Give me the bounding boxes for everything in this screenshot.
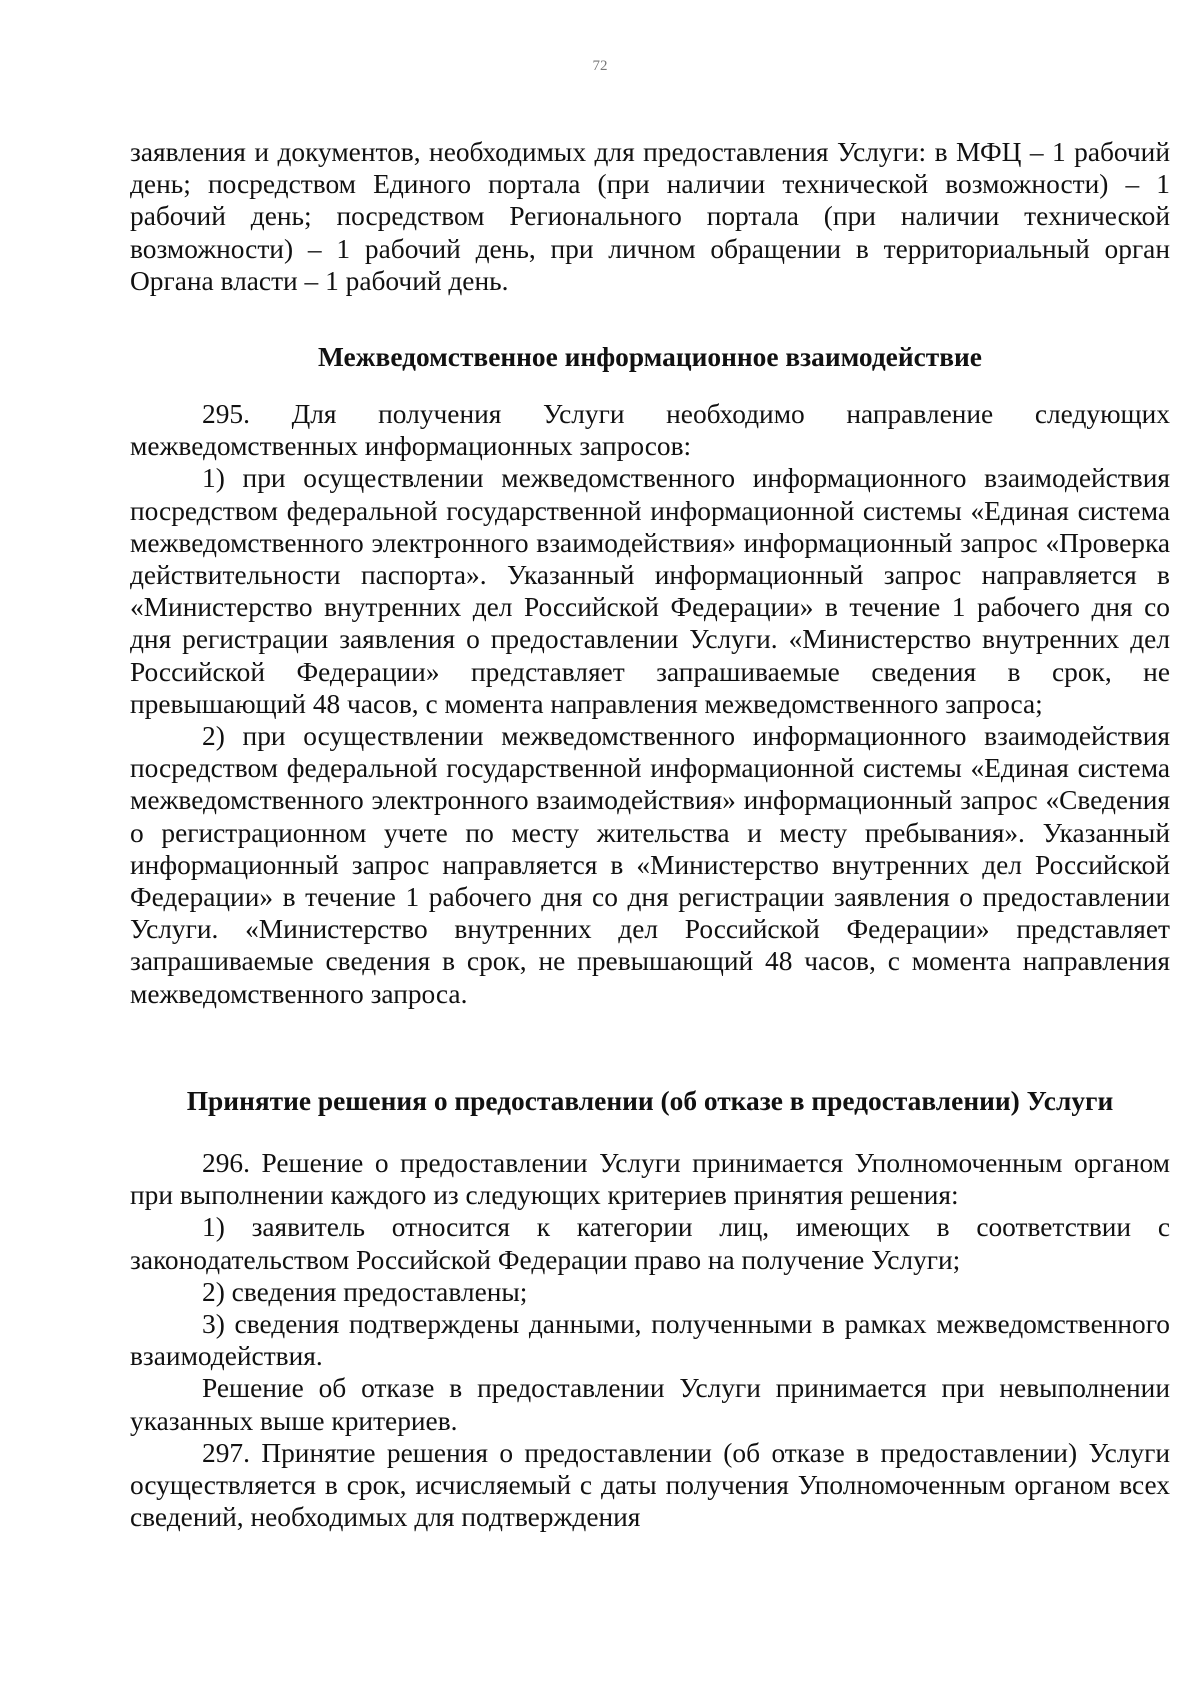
intro-block bbox=[130, 136, 1170, 297]
paragraph-296-item-1: 1) заявитель относится к категории лиц, имеющих в соответствии с законодательством Российской Федерации право на получение Услуги; bbox=[130, 1212, 1170, 1275]
paragraph-296-item-2: 2) сведения предоставлены; bbox=[202, 1276, 528, 1307]
paragraph-295: 295. Для получения Услуги необходимо направление следующих межведомственных информационных запросов: bbox=[130, 399, 1170, 462]
section-heading-interagency: Межведомственное информационное взаимодействие bbox=[318, 342, 982, 372]
decision-section-body bbox=[130, 1147, 1170, 1533]
paragraph-297: 297. Принятие решения о предоставлении (об отказе в предоставлении) Услуги осуществляется в срок, исчисляемый с даты получения Уполномоченным органом всех сведений, необходимых для подтверждения bbox=[130, 1437, 1170, 1533]
interagency-section-body bbox=[130, 398, 1170, 1010]
section-heading-decision: Принятие решения о предоставлении (об отказе в предоставлении) Услуги bbox=[186, 1086, 1114, 1116]
paragraph-refusal: Решение об отказе в предоставлении Услуги принимается при невыполнении указанных выше критериев. bbox=[130, 1373, 1170, 1436]
paragraph-296: 296. Решение о предоставлении Услуги принимается Уполномоченным органом при выполнении каждого из следующих критериев принятия решения: bbox=[130, 1148, 1170, 1211]
paragraph-295-item-1: 1) при осуществлении межведомственного информационного взаимодействия посредством федеральной государственной информационной системы «Единая система межведомственного электронного взаимодействия» информационный запрос «Проверка действительности паспорта». Указанный информационный запрос направляется в «Министерство внутренних дел Российской Федерации» в течение 1 рабочего дня со дня регистрации заявления о предоставлении Услуги. «Министерство внутренних дел Российской Федерации» представляет запрашиваемые сведения в срок, не превышающий 48 часов, с момента направления межведомственного запроса; bbox=[130, 463, 1170, 719]
paragraph-295-item-2: 2) при осуществлении межведомственного информационного взаимодействия посредством федеральной государственной информационной системы «Единая система межведомственного электронного взаимодействия» информационный запрос «Сведения о регистрационном учете по месту жительства и месту пребывания». Указанный информационный запрос направляется в «Министерство внутренних дел Российской Федерации» в течение 1 рабочего дня со дня регистрации заявления о предоставлении Услуги. «Министерство внутренних дел Российской Федерации» представляет запрашиваемые сведения в срок, не превышающий 48 часов, с момента направления межведомственного запроса. bbox=[130, 721, 1170, 1009]
intro-paragraph: заявления и документов, необходимых для предоставления Услуги: в МФЦ – 1 рабочий день; посредством Единого портала (при наличии технической возможности) – 1 рабочий день; посредством Регионального портала (при наличии технической возможности) – 1 рабочий день, при личном обращении в территориальный орган Органа власти – 1 рабочий день. bbox=[130, 137, 1170, 296]
paragraph-296-item-3: 3) сведения подтверждены данными, полученными в рамках межведомственного взаимодействия. bbox=[130, 1309, 1170, 1372]
page-number: 72 bbox=[592, 58, 608, 74]
